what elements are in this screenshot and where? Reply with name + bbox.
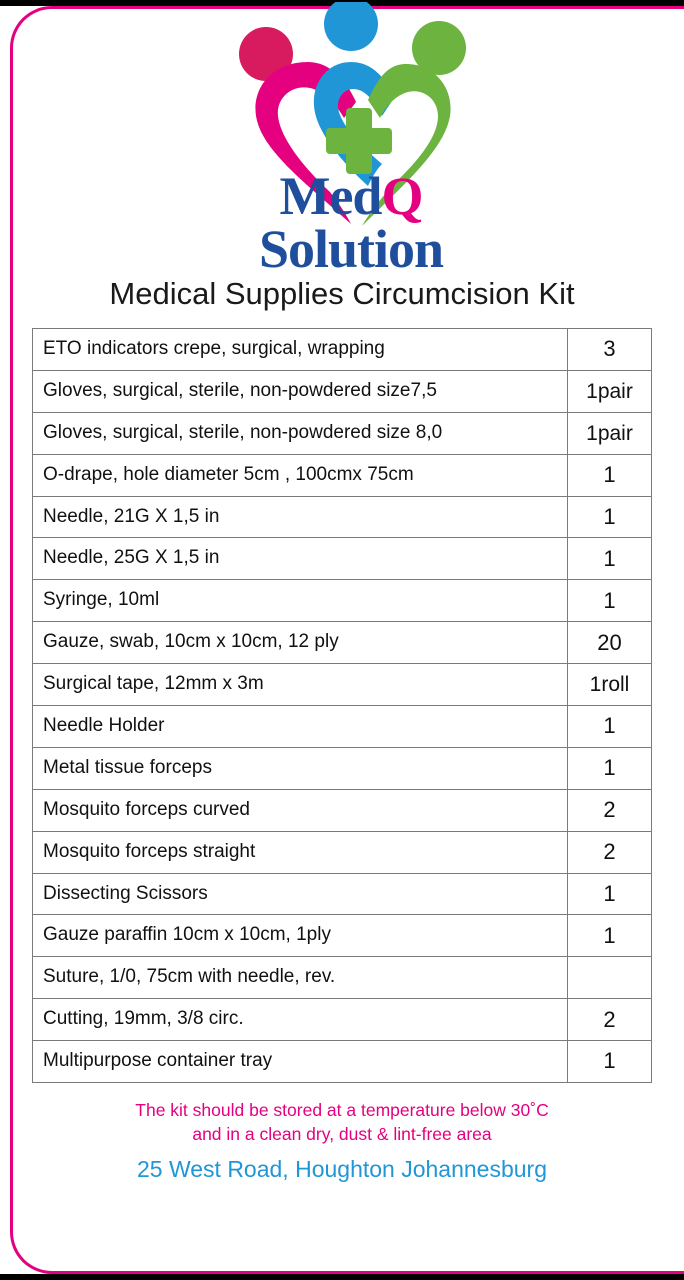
item-quantity-cell [568,957,652,999]
item-name-cell: Metal tissue forceps [33,747,568,789]
table-row [33,873,652,915]
table-row [33,412,652,454]
logo-line-1 [196,166,506,226]
item-quantity-cell: 1 [568,454,652,496]
table-row [33,789,652,831]
storage-instructions [0,1099,684,1146]
kit-contents-table-wrap [32,328,652,1083]
item-quantity-cell: 1 [568,1041,652,1083]
item-name-cell: Needle, 25G X 1,5 in [33,538,568,580]
item-name-cell: Needle Holder [33,706,568,748]
table-row [33,999,652,1041]
table-row [33,496,652,538]
item-name-cell: ETO indicators crepe, surgical, wrapping [33,329,568,371]
table-row [33,370,652,412]
table-row [33,1041,652,1083]
table-row [33,664,652,706]
item-name-cell: Gloves, surgical, sterile, non-powdered size 8,0 [33,412,568,454]
item-name-cell: Gloves, surgical, sterile, non-powdered size7,5 [33,370,568,412]
footer [0,1099,684,1183]
page-title: Medical Supplies Circumcision Kit [109,276,575,311]
item-quantity-cell: 1 [568,538,652,580]
item-quantity-cell: 1 [568,496,652,538]
item-quantity-cell: 1 [568,706,652,748]
item-quantity-cell: 2 [568,999,652,1041]
logo-wordmark [196,166,506,279]
item-quantity-cell: 1 [568,873,652,915]
item-name-cell: Surgical tape, 12mm x 3m [33,664,568,706]
table-row [33,747,652,789]
item-quantity-cell: 1pair [568,370,652,412]
table-row [33,580,652,622]
item-quantity-cell: 20 [568,622,652,664]
item-quantity-cell: 2 [568,831,652,873]
item-name-cell: Cutting, 19mm, 3/8 circ. [33,999,568,1041]
table-row [33,622,652,664]
bottom-edge-bar [0,1274,684,1280]
storage-line-1: The kit should be stored at a temperature below 30˚C [135,1100,549,1121]
item-quantity-cell: 1 [568,915,652,957]
table-row [33,454,652,496]
table-row [33,957,652,999]
table-row [33,915,652,957]
item-name-cell: Mosquito forceps straight [33,831,568,873]
medq-logo [196,2,506,279]
item-quantity-cell: 3 [568,329,652,371]
item-name-cell: Dissecting Scissors [33,873,568,915]
logo-q-text: Q [381,166,423,226]
item-quantity-cell: 2 [568,789,652,831]
item-name-cell: Multipurpose container tray [33,1041,568,1083]
item-name-cell: Needle, 21G X 1,5 in [33,496,568,538]
logo-area [0,0,684,279]
company-address: 25 West Road, Houghton Johannesburg [136,1156,548,1183]
item-name-cell: Mosquito forceps curved [33,789,568,831]
item-name-cell: O-drape, hole diameter 5cm , 100cmx 75cm [33,454,568,496]
item-name-cell: Gauze paraffin 10cm x 10cm, 1ply [33,915,568,957]
item-name-cell: Suture, 1/0, 75cm with needle, rev. [33,957,568,999]
kit-contents-table [32,328,652,1083]
storage-line-2: and in a clean dry, dust & lint-free area [192,1123,492,1144]
item-quantity-cell: 1 [568,747,652,789]
logo-line-2: Solution [258,218,444,279]
item-quantity-cell: 1roll [568,664,652,706]
table-row [33,706,652,748]
item-name-cell: Syringe, 10ml [33,580,568,622]
logo-med-text: Med [279,166,382,226]
item-quantity-cell: 1 [568,580,652,622]
table-row [33,538,652,580]
kit-table-body [33,329,652,1083]
item-name-cell: Gauze, swab, 10cm x 10cm, 12 ply [33,622,568,664]
table-row [33,329,652,371]
item-quantity-cell: 1pair [568,412,652,454]
table-row [33,831,652,873]
